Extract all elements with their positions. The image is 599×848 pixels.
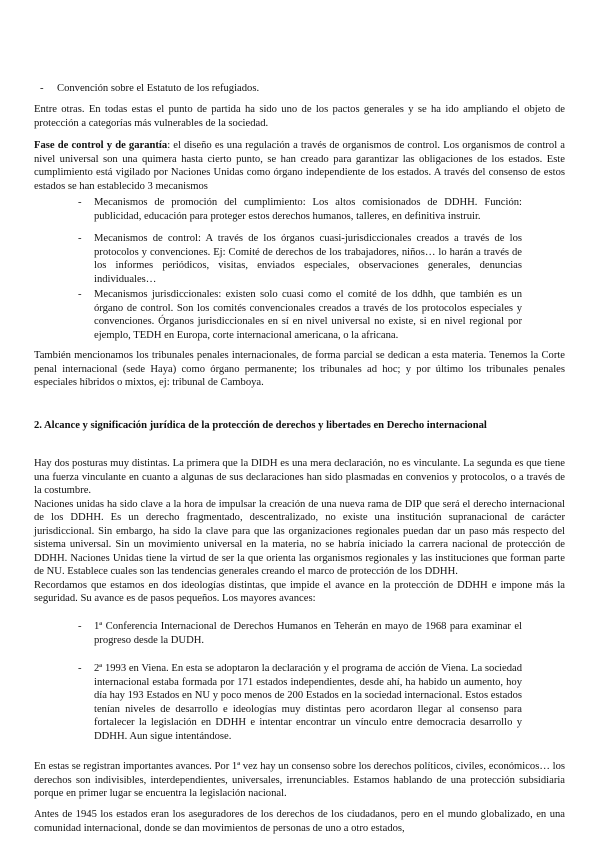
paragraph-closing: En estas se registran importantes avances. Por 1ª vez hay un consenso sobre los derechos políticos, civiles, económicos… los derechos son indivisibles, interdependientes, universales, irrenunciables. Estamos hablando de una protección subsidiaria porque en primer lugar se encuentra la legislación nacional. bbox=[34, 761, 565, 799]
bullet-dash: - bbox=[78, 289, 82, 300]
list-item bbox=[78, 662, 522, 743]
paragraph-intro: Entre otras. En todas estas el punto de partida ha sido uno de los pactos generales y se ha ido ampliando el objeto de protección a categorías más vulnerables de la sociedad. bbox=[34, 104, 565, 129]
bullet-dash: - bbox=[78, 197, 82, 208]
list-item-text: 1ª Conferencia Internacional de Derechos Humanos en Teherán en mayo de 1968 para examinar el progreso desde la DUDH. bbox=[94, 621, 522, 646]
paragraph-tribunals: También mencionamos los tribunales penales internacionales, de forma parcial se dedican a esta materia. Tenemos la Corte penal internacional (sede Haya) como órgano permanente; los tribunales ad hoc; y por último los tribunales penales especiales híbridos o mixtos, ej: tribunal de Camboya. bbox=[34, 350, 565, 388]
list-item-text: Mecanismos de control: A través de los órganos cuasi-jurisdiccionales creados a través de los protocolos y convenciones. Ej: Comité de derechos de los trabajadores, niños… lo harán a través de los informes periódicos, visitas, enviados especiales, observaciones generales, denuncias individuales… bbox=[94, 233, 522, 285]
list-item bbox=[78, 196, 522, 223]
list-item bbox=[78, 232, 522, 286]
bullet-dash: - bbox=[78, 663, 82, 674]
list-item-text: Mecanismos jurisdiccionales: existen solo cuasi como el comité de los ddhh, que también es un órgano de control. Son los comités convencionales creados a través de los protocolos especiales y convenciones. Órganos jurisdiccionales en sí en nivel universal no existe, si en nivel regional por ejemplo, TEDH en Europa, corte internacional americana, o la africana. bbox=[94, 289, 522, 341]
paragraph-section2: Hay dos posturas muy distintas. La primera que la DIDH es una mera declaración, no es vinculante. La segunda es que tiene una fuerza vinculante en cuanto a algunas de sus declaraciones han sido plasmadas en convenios y protocolos, o a través de la costumbre. Naciones unidas ha sido clave a la hora de impulsar la creación de una nueva rama de DIP que será el derecho internacional de los DDHH. Es un derecho fragmentado, descentralizado, no existe una institución supranacional de carácter jurisdiccional. Sin embargo, ha sido la clave para que las organizaciones regionales puedan dar un paso más respecto del sistema universal. Sin un movimiento universal en la materia, no se habría iniciado la carrera nacional de protección de DDHH. Naciones Unidas tiene la virtud de ser la que orienta las organismos regionales y las instituciones que forman parte de NU. Establece cuales son las tendencias generales creando el marco de protección de los DDHH. Recordamos que estamos en dos ideologías distintas, que impide el avance en la protección de DDHH e impone más la seguridad. Su avance es de pasos pequeños. Los mayores avances: bbox=[34, 458, 565, 604]
bullet-dash: - bbox=[78, 233, 82, 244]
paragraph-last: Antes de 1945 los estados eran los aseguradores de los derechos de los ciudadanos, pero en el mundo globalizado, en una comunidad internacional, donde se dan movimientos de personas de uno a otro estados, bbox=[34, 809, 565, 834]
list-item-text: 2ª 1993 en Viena. En esta se adoptaron la declaración y el programa de acción de Viena. La sociedad internacional estaba formada por 171 estados independientes, desde ahí, ha habido un aumento, hoy día hay 193 Estados en NU y poco menos de 200 Estados en la sociedad internacional. Estos estados tenían niveles de desarrollo e ideologías muy distintas pero acordaron llegar al consenso para fortalecer la legislación en DDHH e intentar encontrar un vínculo entre democracia desarrollo y DDHH. Aun sigue intentándose. bbox=[94, 663, 522, 742]
section-heading: 2. Alcance y significación jurídica de la protección de derechos y libertades en Derecho internacional bbox=[34, 420, 487, 431]
phase-text: : el diseño es una regulación a través de organismos de control. Los organismos de control a nivel universal son una quimera hasta cierto punto, se han creado para garantizar las obligaciones de los estados. Este cumplimiento está vigilado por Naciones Unidas como órgano independiente de los estados. A través del consenso de estos estados se han establecido 3 mecanismos bbox=[34, 140, 565, 192]
list-item-text: Mecanismos de promoción del cumplimiento: Los altos comisionados de DDHH. Función: publicidad, educación para proteger estos derechos humanos, talleres, en definitiva instruir. bbox=[94, 197, 522, 222]
bullet-dash: - bbox=[78, 621, 82, 632]
bullet-dash: - bbox=[40, 83, 44, 94]
list-item bbox=[78, 288, 522, 342]
paragraph-phase bbox=[34, 139, 565, 193]
list-item bbox=[78, 620, 522, 647]
list-item-text: Convención sobre el Estatuto de los refugiados. bbox=[57, 83, 260, 94]
phase-title: Fase de control y de garantía bbox=[34, 140, 168, 151]
